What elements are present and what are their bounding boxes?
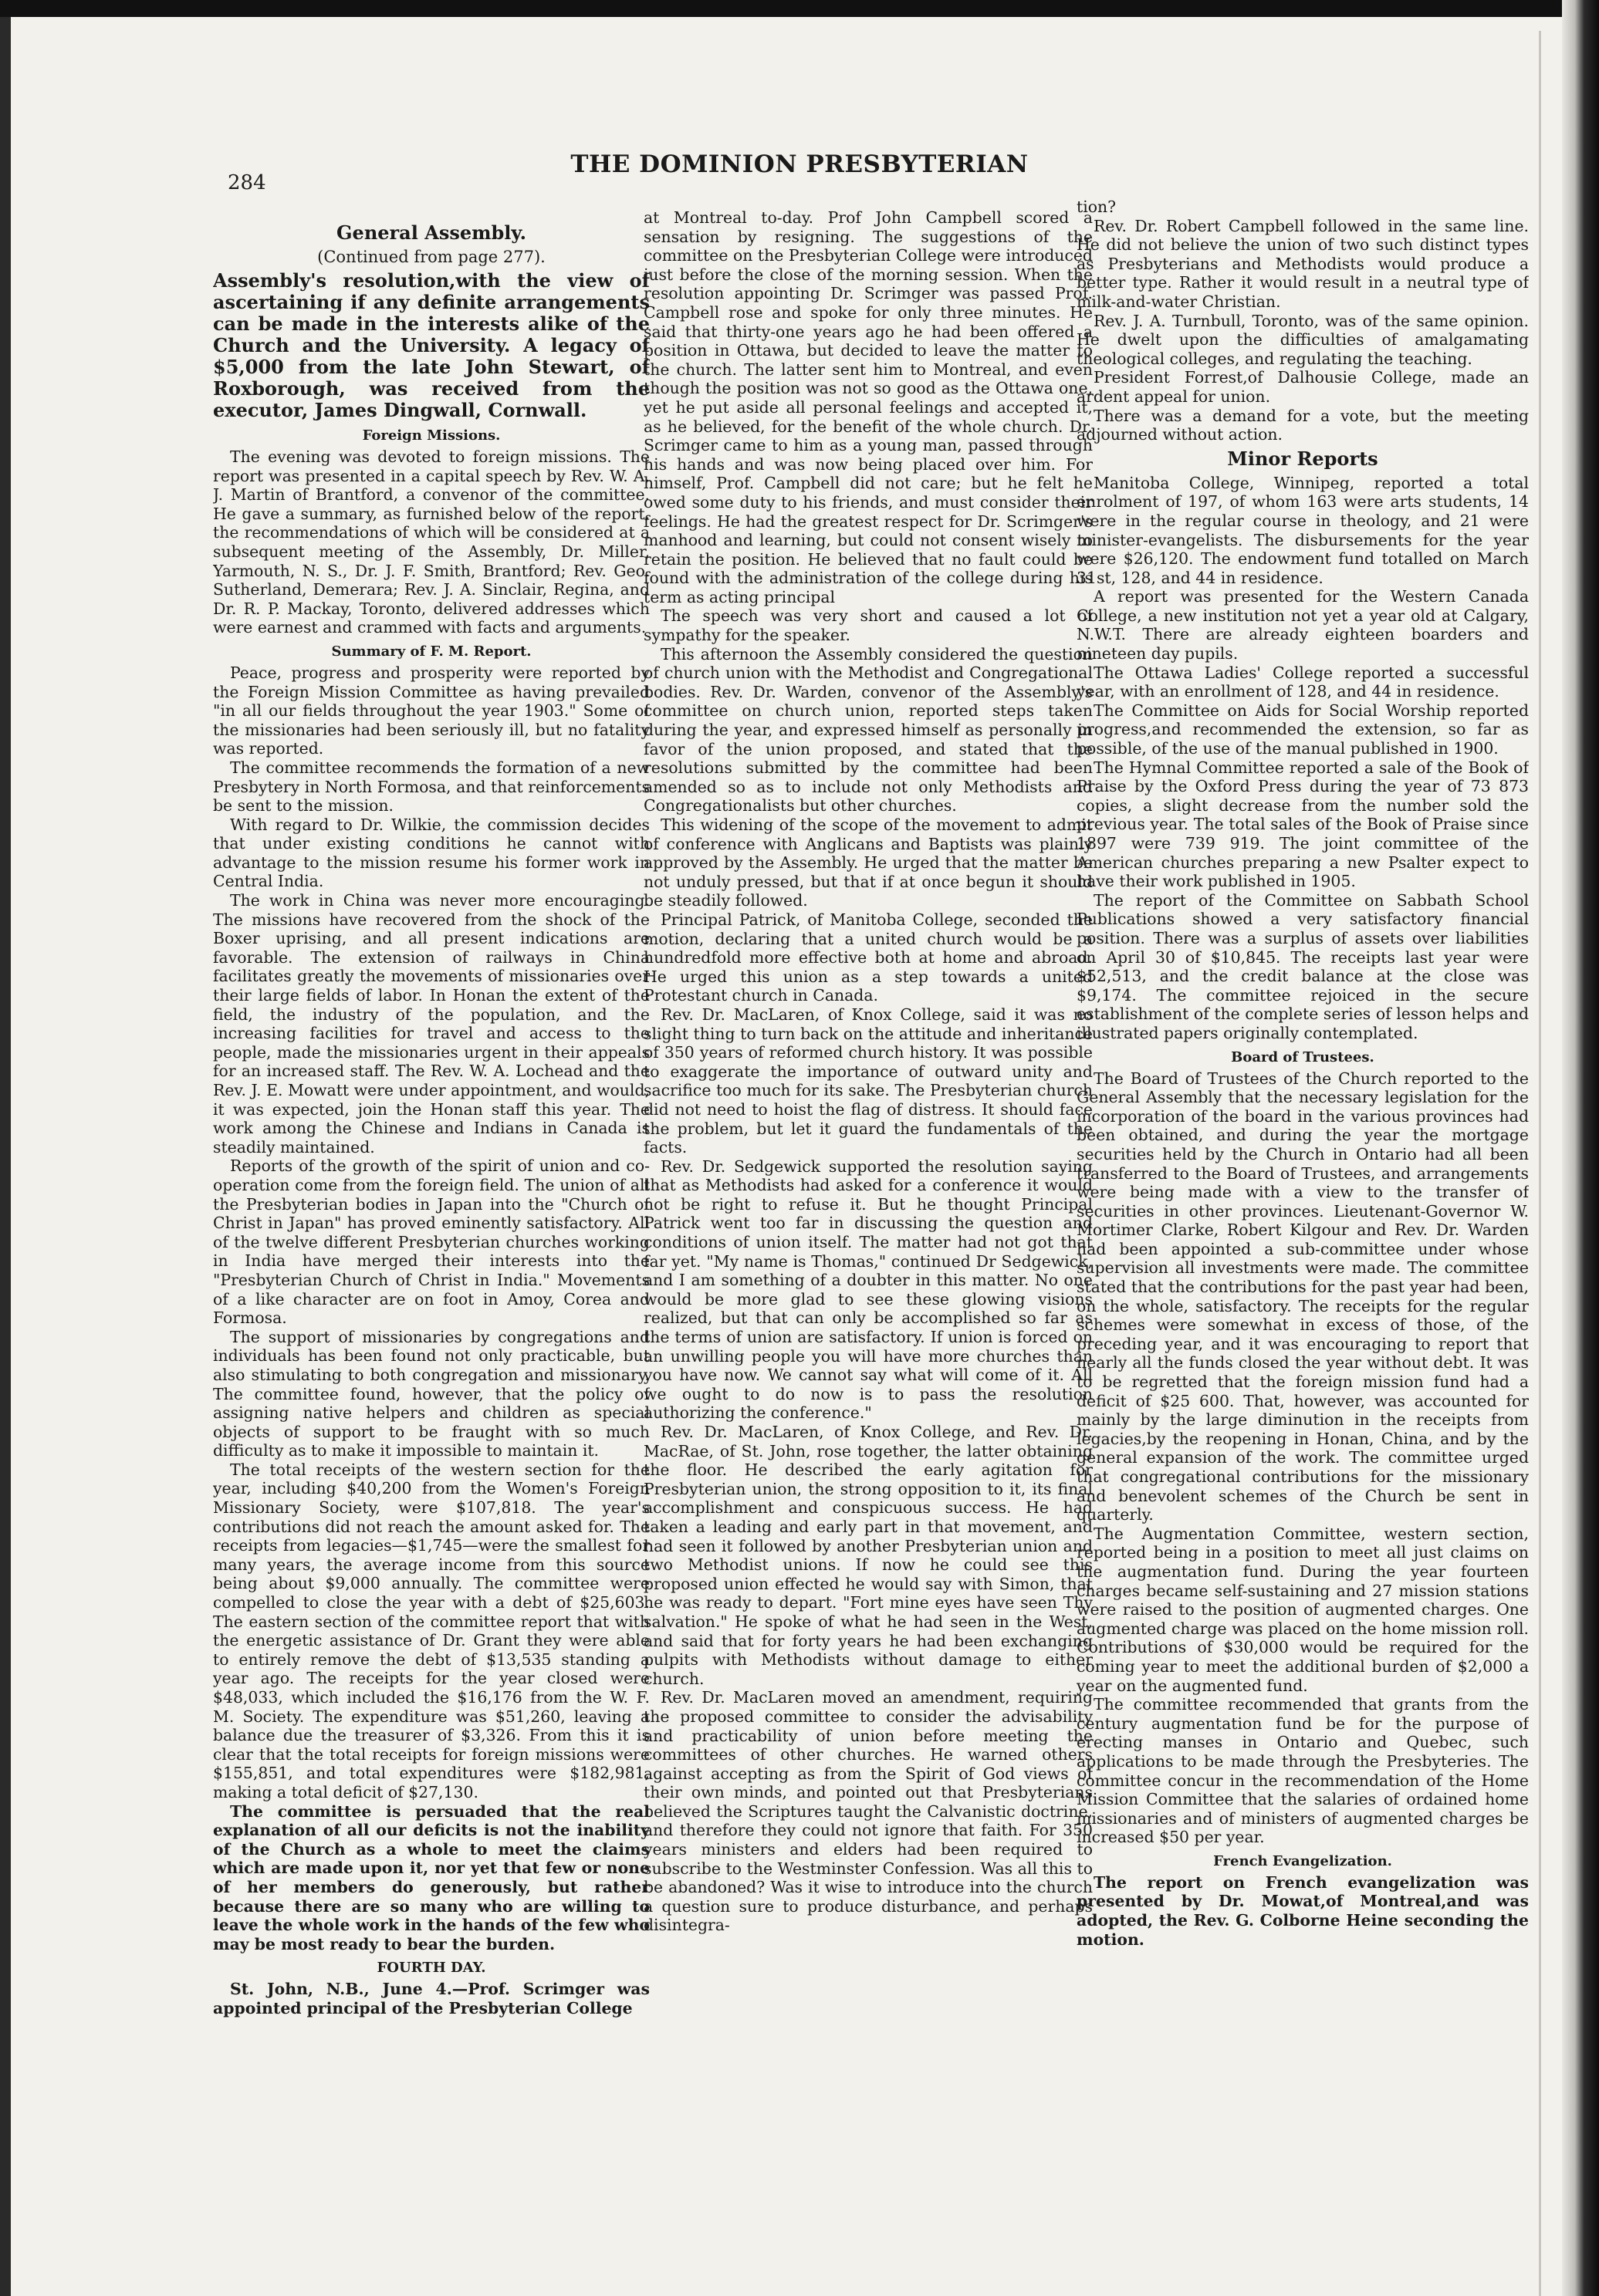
lead-paragraph: Assembly's resolution,with the view of ascertaining if any definite arrangements can be made in the interests alike of the Church and the University. A legacy of $5,000 from the late John Stewart, of Roxborough, was received from the executor, James Dingwall, Cornwall. — [213, 269, 650, 421]
page-number: 284 — [228, 171, 266, 194]
paragraph: The Committee on Aids for Social Worship reported progress,and recommended the extension, so far as possible, of the use of the manual published in 1900. — [1077, 701, 1529, 758]
paragraph: Principal Patrick, of Manitoba College, seconded the motion, declaring that a united church would be a hundredfold more effective both at home and abroad. He urged this union as a step towards a united Protestant church in Canada. — [644, 910, 1093, 1005]
paragraph: Rev. Dr. MacLaren moved an amendment, requiring the proposed committee to consider the advisability and practicability of union before meeting the committees of other churches. He warned others against accepting as from the Spirit of God views of their own minds, and pointed out that Presbyterians believed the Scriptures taught the Calvanistic doctrine, and therefore they could not ignore that faith. For 350 years ministers and elders had been required to subscribe to the Westminster Confession. Was all this to be abandoned? Was it wise to introduce into the church a question sure to produce disturbance, and perhaps disintegra- — [644, 1688, 1093, 1935]
paragraph: The committee recommends the formation of a new Presbytery in North Formosa, and that reinforcements be sent to the mission. — [213, 758, 650, 815]
paragraph: tion? — [1077, 198, 1117, 216]
section-heading-minor-reports: Minor Reports — [1227, 447, 1378, 470]
paragraph: The Hymnal Committee reported a sale of the Book of Praise by the Oxford Press during the year of 73 873 copies, a slight decrease from the number sold the previous year. The total sales of the Book of Praise since 1897 were 739 919. The joint committee of the American churches preparing a new Psalter expect to have their work published in 1905. — [1077, 758, 1529, 891]
paragraph: The support of missionaries by congregations and individuals has been found not only practicable, but also stimulating to both congregation and missionary. The committee found, however, that the policy of assigning native helpers and children as special objects of support to be fraught with so much difficulty as to make it impossible to maintain it. — [213, 1327, 650, 1460]
paragraph: Rev. J. A. Turnbull, Toronto, was of the same opinion. He dwelt upon the difficulties of amalgamating theological colleges, and regulating the teaching. — [1077, 311, 1529, 368]
scan-right-border — [1562, 0, 1599, 2296]
paragraph: This afternoon the Assembly considered the question of church union with the Methodist and Congregational bodies. Rev. Dr. Warden, convenor of the Assembly's committee on church union, reported steps taken during the year, and expressed himself as personally in favor of the union proposed, and stated that the resolutions submitted by the committee had been amended so as to include not only Methodists and Congregationalists but other churches. — [644, 644, 1093, 815]
paragraph: The Augmentation Committee, western section, reported being in a position to meet all just claims on the augmentation fund. During the year fourteen charges became self-sustaining and 27 mission stations were raised to the position of augmented charges. One augmented charge was placed on the home mission roll. Contributions of $30,000 would be required for the coming year to meet the additional burden of $2,000 a year on the augmented fund. — [1077, 1524, 1529, 1695]
paragraph: The evening was devoted to foreign missions. The report was presented in a capital speech by Rev. W. A. J. Martin of Brantford, a convenor of the committee. He gave a summary, as furnished below of the report, the recommendations of which will be considered at a subsequent meeting of the Assembly, Dr. Miller, Yarmouth, N. S., Dr. J. F. Smith, Brantford; Rev. Geo. Sutherland, Demerara; Rev. J. A. Sinclair, Regina, and Dr. R. P. Mackay, Toronto, delivered addresses which were earnest and crammed with facts and arguments. — [213, 447, 650, 637]
paragraph: The Ottawa Ladies' College reported a successful year, with an enrollment of 128, and 44 in residence. — [1077, 663, 1529, 701]
paragraph: Rev. Dr. MacLaren, of Knox College, said it was no slight thing to turn back on the attitude and inheritance of 350 years of reformed church history. It was possible to exaggerate the importance of outward unity and sacrifice too much for its sake. The Presbyterian church did not need to hoist the flag of distress. It should face the problem, but let it guard the fundamentals of the facts. — [644, 1004, 1093, 1157]
paragraph: Manitoba College, Winnipeg, reported a total enrolment of 197, of whom 163 were arts students, 14 were in the regular course in theology, and 21 were minister-evangelists. The disbursements for the year were $26,120. The endowment fund totalled on March 31st, 128, and 44 in residence. — [1077, 473, 1529, 587]
running-title: THE DOMINION PRESBYTERIAN — [570, 150, 1029, 178]
paragraph: There was a demand for a vote, but the meeting adjourned without action. — [1077, 406, 1529, 444]
column-spacer — [644, 198, 1093, 208]
paragraph: The work in China was never more encouraging. The missions have recovered from the shock of the Boxer uprising, and all present indications are favorable. The extension of railways in China facilitates greatly the movements of missionaries over their large fields of labor. In Honan the extent of the field, the industry of the population, and the increasing facilities for travel and access to the people, made the missionaries urgent in their appeals for an increased staff. The Rev. W. A. Lochead and the Rev. J. E. Mowatt were under appointment, and would, it was expected, join the Honan staff this year. The work among the Chinese and Indians in Canada is steadily maintained. — [213, 891, 650, 1156]
section-heading-french-evangelization: French Evangelization. — [1213, 1852, 1392, 1869]
paragraph: The Board of Trustees of the Church reported to the General Assembly that the necessary legislation for the incorporation of the board in the various provinces had been obtained, and during the year the mortgage securities held by the Church in Ontario had all been transferred to the Board of Trustees, and arrangements were being made with a view to the transfer of securities in other provinces. Lieutenant-Governor W. Mortimer Clarke, Robert Kilgour and Rev. Dr. Warden had been appointed a sub-committee under whose supervision all investments were made. The committee stated that the contributions for the past year had been, on the whole, satisfactory. The receipts for the regular schemes were somewhat in excess of those, of the preceding year, and it was encouraging to report that nearly all the funds closed the year without debt. It was to be regretted that the foreign mission fund had a deficit of $25 600. That, however, was accounted for mainly by the large diminution in the receipts from legacies,by the reopening in Honan, China, and by the general expansion of the work. The committee urged that congregational contributions for the missionary and benevolent schemes of the Church be sent in quarterly. — [1077, 1069, 1529, 1524]
page-edge-line — [1539, 31, 1541, 2296]
paragraph: With regard to Dr. Wilkie, the commission decides that under existing conditions he cannot with advantage to the mission resume his former work in Central India. — [213, 815, 650, 891]
paragraph: at Montreal to-day. Prof John Campbell scored a sensation by resigning. The suggestions of the committee on the Presbyterian College were introduced just before the close of the morning session. When the resolution appointing Dr. Scrimger was passed Prof. Campbell rose and spoke for only three minutes. He said that thirty-one years ago he had been offered a position in Ottawa, but decided to leave the matter to the church. The latter sent him to Montreal, and even though the position was not so good as the Ottawa one, yet he put aside all personal feelings and accepted it, as he believed, for the benefit of the whole church. Dr. Scrimger came to him as a young man, passed through his hands and was now being placed over him. For himself, Prof. Campbell did not care; but he felt he owed some duty to his friends, and must consider their feelings. He had the greatest respect for Dr. Scrimger's manhood and learning, but could not consent wisely to retain the position. He believed that no fault could be found with the administration of the college during his term as acting principal — [644, 208, 1093, 606]
paragraph: The report of the Committee on Sabbath School Publications showed a very satisfactory financial position. There was a surplus of assets over liabilities on April 30 of $10,845. The receipts last year were $52,513, and the credit balance at the close was $9,174. The committee rejoiced in the secure establishment of the complete series of lesson helps and illustrated papers originally contemplated. — [1077, 890, 1529, 1042]
continued-note: (Continued from page 277). — [317, 248, 546, 266]
paragraph: The committee recommended that grants from the century augmentation fund be for the purpose of erecting manses in Ontario and Quebec, such applications to be made through the Presbyteries. The committee concur in the recommendation of the Home Mission Committee that the salaries of ordained home missionaries and of ministers of augmented charges be increased $50 per year. — [1077, 1695, 1529, 1847]
paragraph: The speech was very short and caused a lot of sympathy for the speaker. — [644, 606, 1093, 645]
article-title: General Assembly. — [336, 221, 526, 244]
paragraph: Reports of the growth of the spirit of union and co-operation come from the foreign field. The union of all the Presbyterian bodies in Japan into the "Church of Christ in Japan" has proved eminently satisfactory. All of the twelve different Presbyterian churches working in India have merged their interests into the "Presbyterian Church of Christ in India." Movements of a like character are on foot in Amoy, Corea and Formosa. — [213, 1156, 650, 1328]
paragraph: Peace, progress and prosperity were reported by the Foreign Mission Committee as having prevailed "in all our fields throughout the year 1903." Some of the missionaries had been seriously ill, but no fatality was reported. — [213, 663, 650, 758]
section-heading-fourth-day: FOURTH DAY. — [377, 1960, 486, 1977]
paragraph: Rev. Dr. Sedgewick supported the resolution saying that as Methodists had asked for a conference it would not be right to refuse it. But he thought Principal Patrick went too far in discussing the question and conditions of union itself. The matter had not got that far yet. "My name is Thomas," continued Dr Sedgewick, and I am something of a doubter in this matter. No one would be more glad to see these glowing visions realized, but that can only be accomplished so far as the terms of union are satisfactory. If union is forced on an unwilling people you will have more churches than you have now. We cannot say what will come of it. All we ought to do now is to pass the resolution authorizing the conference." — [644, 1156, 1093, 1423]
paragraph: Rev. Dr. MacLaren, of Knox College, and Rev. Dr. MacRae, of St. John, rose together, the latter obtaining the floor. He described the early agitation for Presbyterian union, the strong opposition to it, its final accomplishment and conspicuous success. He had taken a leading and early part in that movement, and had seen it followed by another Presbyterian union and two Methodist unions. If now he could see this proposed union effected he would say with Simon, that he was ready to depart. "Fort mine eyes have seen Thy salvation." He spoke of what he had seen in the West, and said that for forty years he had been exchanging pulpits with Methodists without damage to either church. — [644, 1423, 1093, 1688]
column-3 — [1077, 198, 1529, 2234]
paragraph: This widening of the scope of the movement to admit of conference with Anglicans and Baptists was plainly approved by the Assembly. He urged that the matter be not unduly pressed, but that if at once begun it should be steadily followed. — [644, 815, 1093, 910]
paragraph: President Forrest,of Dalhousie College, made an ardent appeal for union. — [1077, 368, 1529, 406]
scan-top-border — [0, 0, 1599, 17]
paragraph: St. John, N.B., June 4.—Prof. Scrimger was appointed principal of the Presbyterian College — [213, 1980, 650, 2017]
paragraph: The total receipts of the western section for the year, including $40,200 from the Women's Foreign Missionary Society, were $107,818. The year's contributions did not reach the amount asked for. The receipts from legacies—$1,745—were the smallest for many years, the average income from this source being about $9,000 annually. The committee were compelled to close the year with a debt of $25,603. The eastern section of the committee report that with the energetic assistance of Dr. Grant they were able to entirely remove the debt of $13,535 standing a year ago. The receipts for the year closed were $48,033, which included the $16,176 from the W. F. M. Society. The expenditure was $51,260, leaving a balance due the treasurer of $3,326. From this it is clear that the total receipts for foreign missions were $155,851, and total expenditures were $182,981, making a total deficit of $27,130. — [213, 1460, 650, 1801]
paragraph: The committee is persuaded that the real explanation of all our deficits is not the inability of the Church as a whole to meet the claims which are made upon it, nor yet that few or none of her members do generously, but rather because there are so many who are willing to leave the whole work in the hands of the few who may be most ready to bear the burden. — [213, 1801, 650, 1953]
scan-left-border — [0, 17, 11, 2296]
column-1 — [213, 198, 650, 2234]
paragraph: Rev. Dr. Robert Campbell followed in the same line. He did not believe the union of two such distinct types as Presbyterians and Methodists would produce a better type. Rather it would result in a neutral type of milk-and-water Christian. — [1077, 216, 1529, 311]
section-heading-foreign-missions: Foreign Missions. — [362, 427, 501, 444]
section-heading-board-of-trustees: Board of Trustees. — [1231, 1048, 1374, 1065]
section-heading-summary: Summary of F. M. Report. — [331, 643, 532, 660]
paragraph: The report on French evangelization was presented by Dr. Mowat,of Montreal,and was adopted, the Rev. G. Colborne Heine seconding the motion. — [1077, 1872, 1529, 1949]
paragraph: A report was presented for the Western Canada College, a new institution not yet a year old at Calgary, N.W.T. There are already eighteen boarders and nineteen day pupils. — [1077, 587, 1529, 663]
column-2 — [644, 198, 1093, 2234]
